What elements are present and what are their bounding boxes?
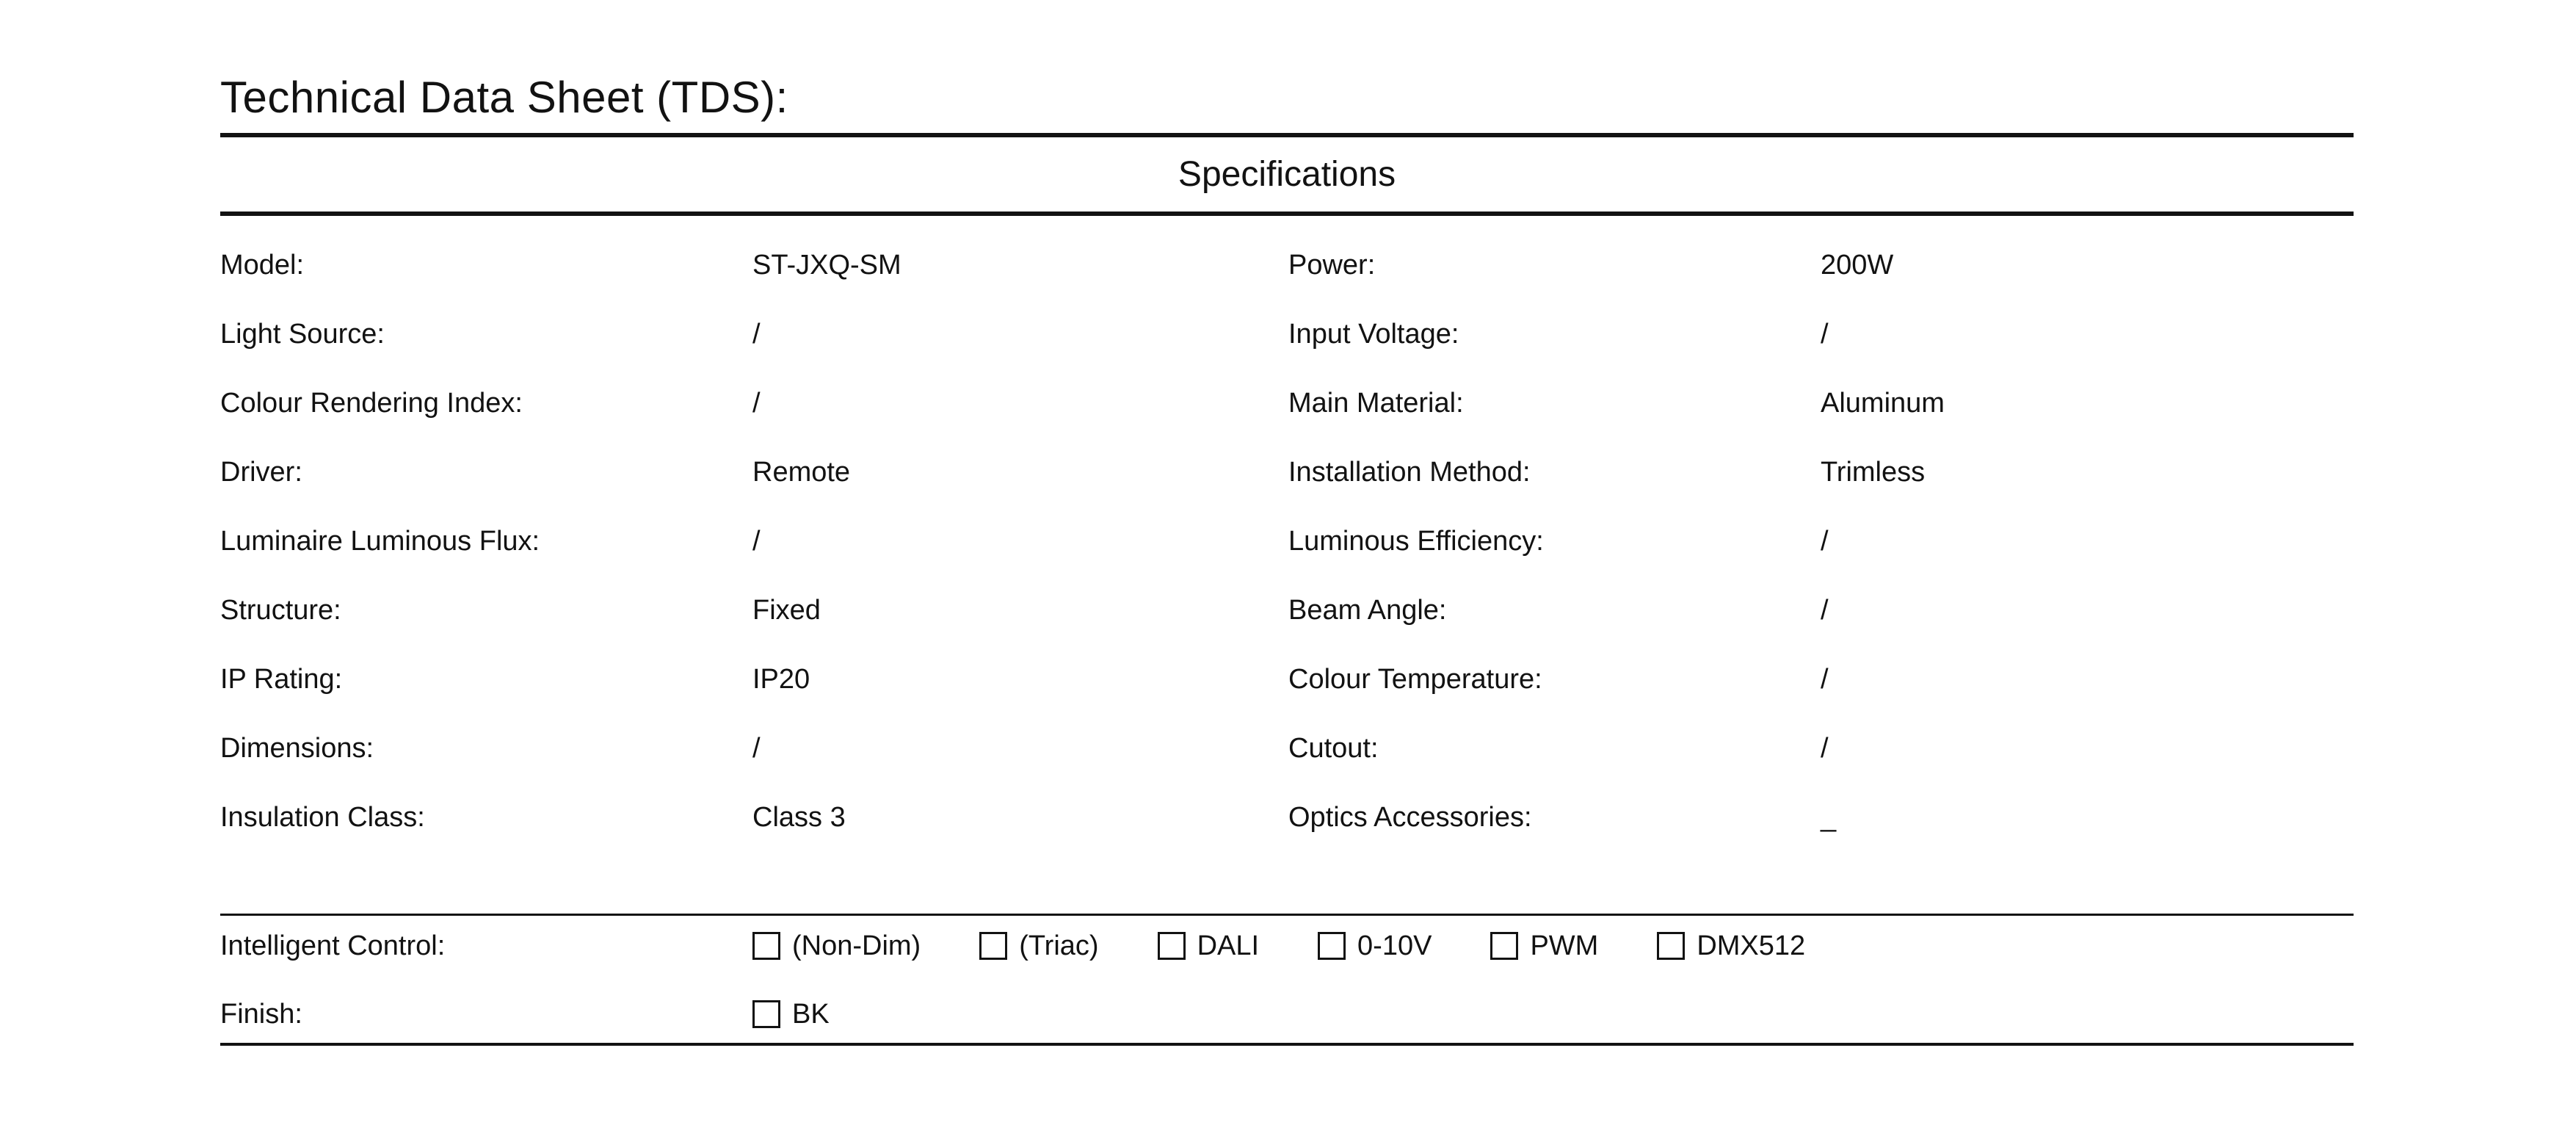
control-option-label: PWM bbox=[1530, 930, 1599, 961]
specifications-divider bbox=[220, 212, 2354, 216]
spec-value: / bbox=[752, 387, 761, 419]
spec-label: Luminaire Luminous Flux: bbox=[220, 525, 540, 557]
spec-value: / bbox=[1821, 525, 1829, 557]
control-option-label: (Non-Dim) bbox=[792, 930, 921, 961]
finish-options bbox=[752, 999, 830, 1030]
spec-label: Colour Rendering Index: bbox=[220, 387, 523, 419]
spec-label: Optics Accessories: bbox=[1288, 801, 1532, 833]
spec-label: Beam Angle: bbox=[1288, 594, 1447, 626]
finish-option-bk bbox=[752, 999, 830, 1030]
checkbox-non-dim[interactable] bbox=[752, 932, 780, 960]
control-option-pwm bbox=[1490, 930, 1598, 962]
control-option-dmx512 bbox=[1657, 930, 1805, 962]
spec-label: Structure: bbox=[220, 594, 341, 626]
spec-value: / bbox=[752, 525, 761, 557]
finish-label: Finish: bbox=[220, 998, 302, 1030]
finish-row bbox=[220, 983, 2354, 1046]
title-divider bbox=[220, 133, 2354, 137]
checkbox-pwm[interactable] bbox=[1490, 932, 1518, 960]
spec-label: Power: bbox=[1288, 249, 1376, 281]
specifications-table bbox=[220, 220, 2354, 852]
spec-value: / bbox=[1821, 594, 1829, 626]
spec-value: Aluminum bbox=[1821, 387, 1945, 419]
page-title: Technical Data Sheet (TDS): bbox=[220, 73, 788, 122]
spec-label: Installation Method: bbox=[1288, 456, 1531, 488]
spec-value: Fixed bbox=[752, 594, 821, 626]
spec-label: Model: bbox=[220, 249, 305, 281]
intelligent-control-label: Intelligent Control: bbox=[220, 930, 446, 961]
checkbox-0-10v[interactable] bbox=[1318, 932, 1346, 960]
spec-value: _ bbox=[1821, 801, 1837, 833]
intelligent-control-options bbox=[752, 930, 1805, 962]
spec-label: Driver: bbox=[220, 456, 302, 488]
checkbox-dali[interactable] bbox=[1158, 932, 1186, 960]
spec-label: Light Source: bbox=[220, 318, 385, 350]
spec-label: Luminous Efficiency: bbox=[1288, 525, 1544, 557]
spec-value: ST-JXQ-SM bbox=[752, 249, 901, 281]
finish-option-label: BK bbox=[792, 998, 830, 1030]
spec-label: Dimensions: bbox=[220, 732, 374, 764]
spec-label: Input Voltage: bbox=[1288, 318, 1459, 350]
spec-label: Cutout: bbox=[1288, 732, 1379, 764]
intelligent-control-row bbox=[220, 914, 2354, 977]
spec-value: / bbox=[752, 732, 761, 764]
control-option-label: DMX512 bbox=[1697, 930, 1806, 961]
control-option-0-10v bbox=[1318, 930, 1432, 962]
spec-value: / bbox=[1821, 732, 1829, 764]
spec-label: Main Material: bbox=[1288, 387, 1464, 419]
control-option-label: (Triac) bbox=[1019, 930, 1099, 961]
spec-value: IP20 bbox=[752, 663, 810, 695]
specifications-header: Specifications bbox=[1178, 155, 1396, 194]
spec-value: Remote bbox=[752, 456, 851, 488]
spec-label: Colour Temperature: bbox=[1288, 663, 1542, 695]
checkbox-bk[interactable] bbox=[752, 1000, 780, 1028]
spec-label: IP Rating: bbox=[220, 663, 343, 695]
spec-value: 200W bbox=[1821, 249, 1894, 281]
checkbox-dmx512[interactable] bbox=[1657, 932, 1685, 960]
sheet-bottom-divider bbox=[220, 1043, 2354, 1046]
spec-value: / bbox=[1821, 318, 1829, 350]
control-option-triac bbox=[979, 930, 1098, 962]
control-option-label: DALI bbox=[1197, 930, 1260, 961]
spec-label: Insulation Class: bbox=[220, 801, 425, 833]
spec-value: Trimless bbox=[1821, 456, 1926, 488]
spec-value: Class 3 bbox=[752, 801, 846, 833]
spec-value: / bbox=[1821, 663, 1829, 695]
control-option-non-dim bbox=[752, 930, 921, 962]
checkbox-triac[interactable] bbox=[979, 932, 1007, 960]
control-option-dali bbox=[1158, 930, 1259, 962]
spec-value: / bbox=[752, 318, 761, 350]
control-option-label: 0-10V bbox=[1357, 930, 1432, 961]
